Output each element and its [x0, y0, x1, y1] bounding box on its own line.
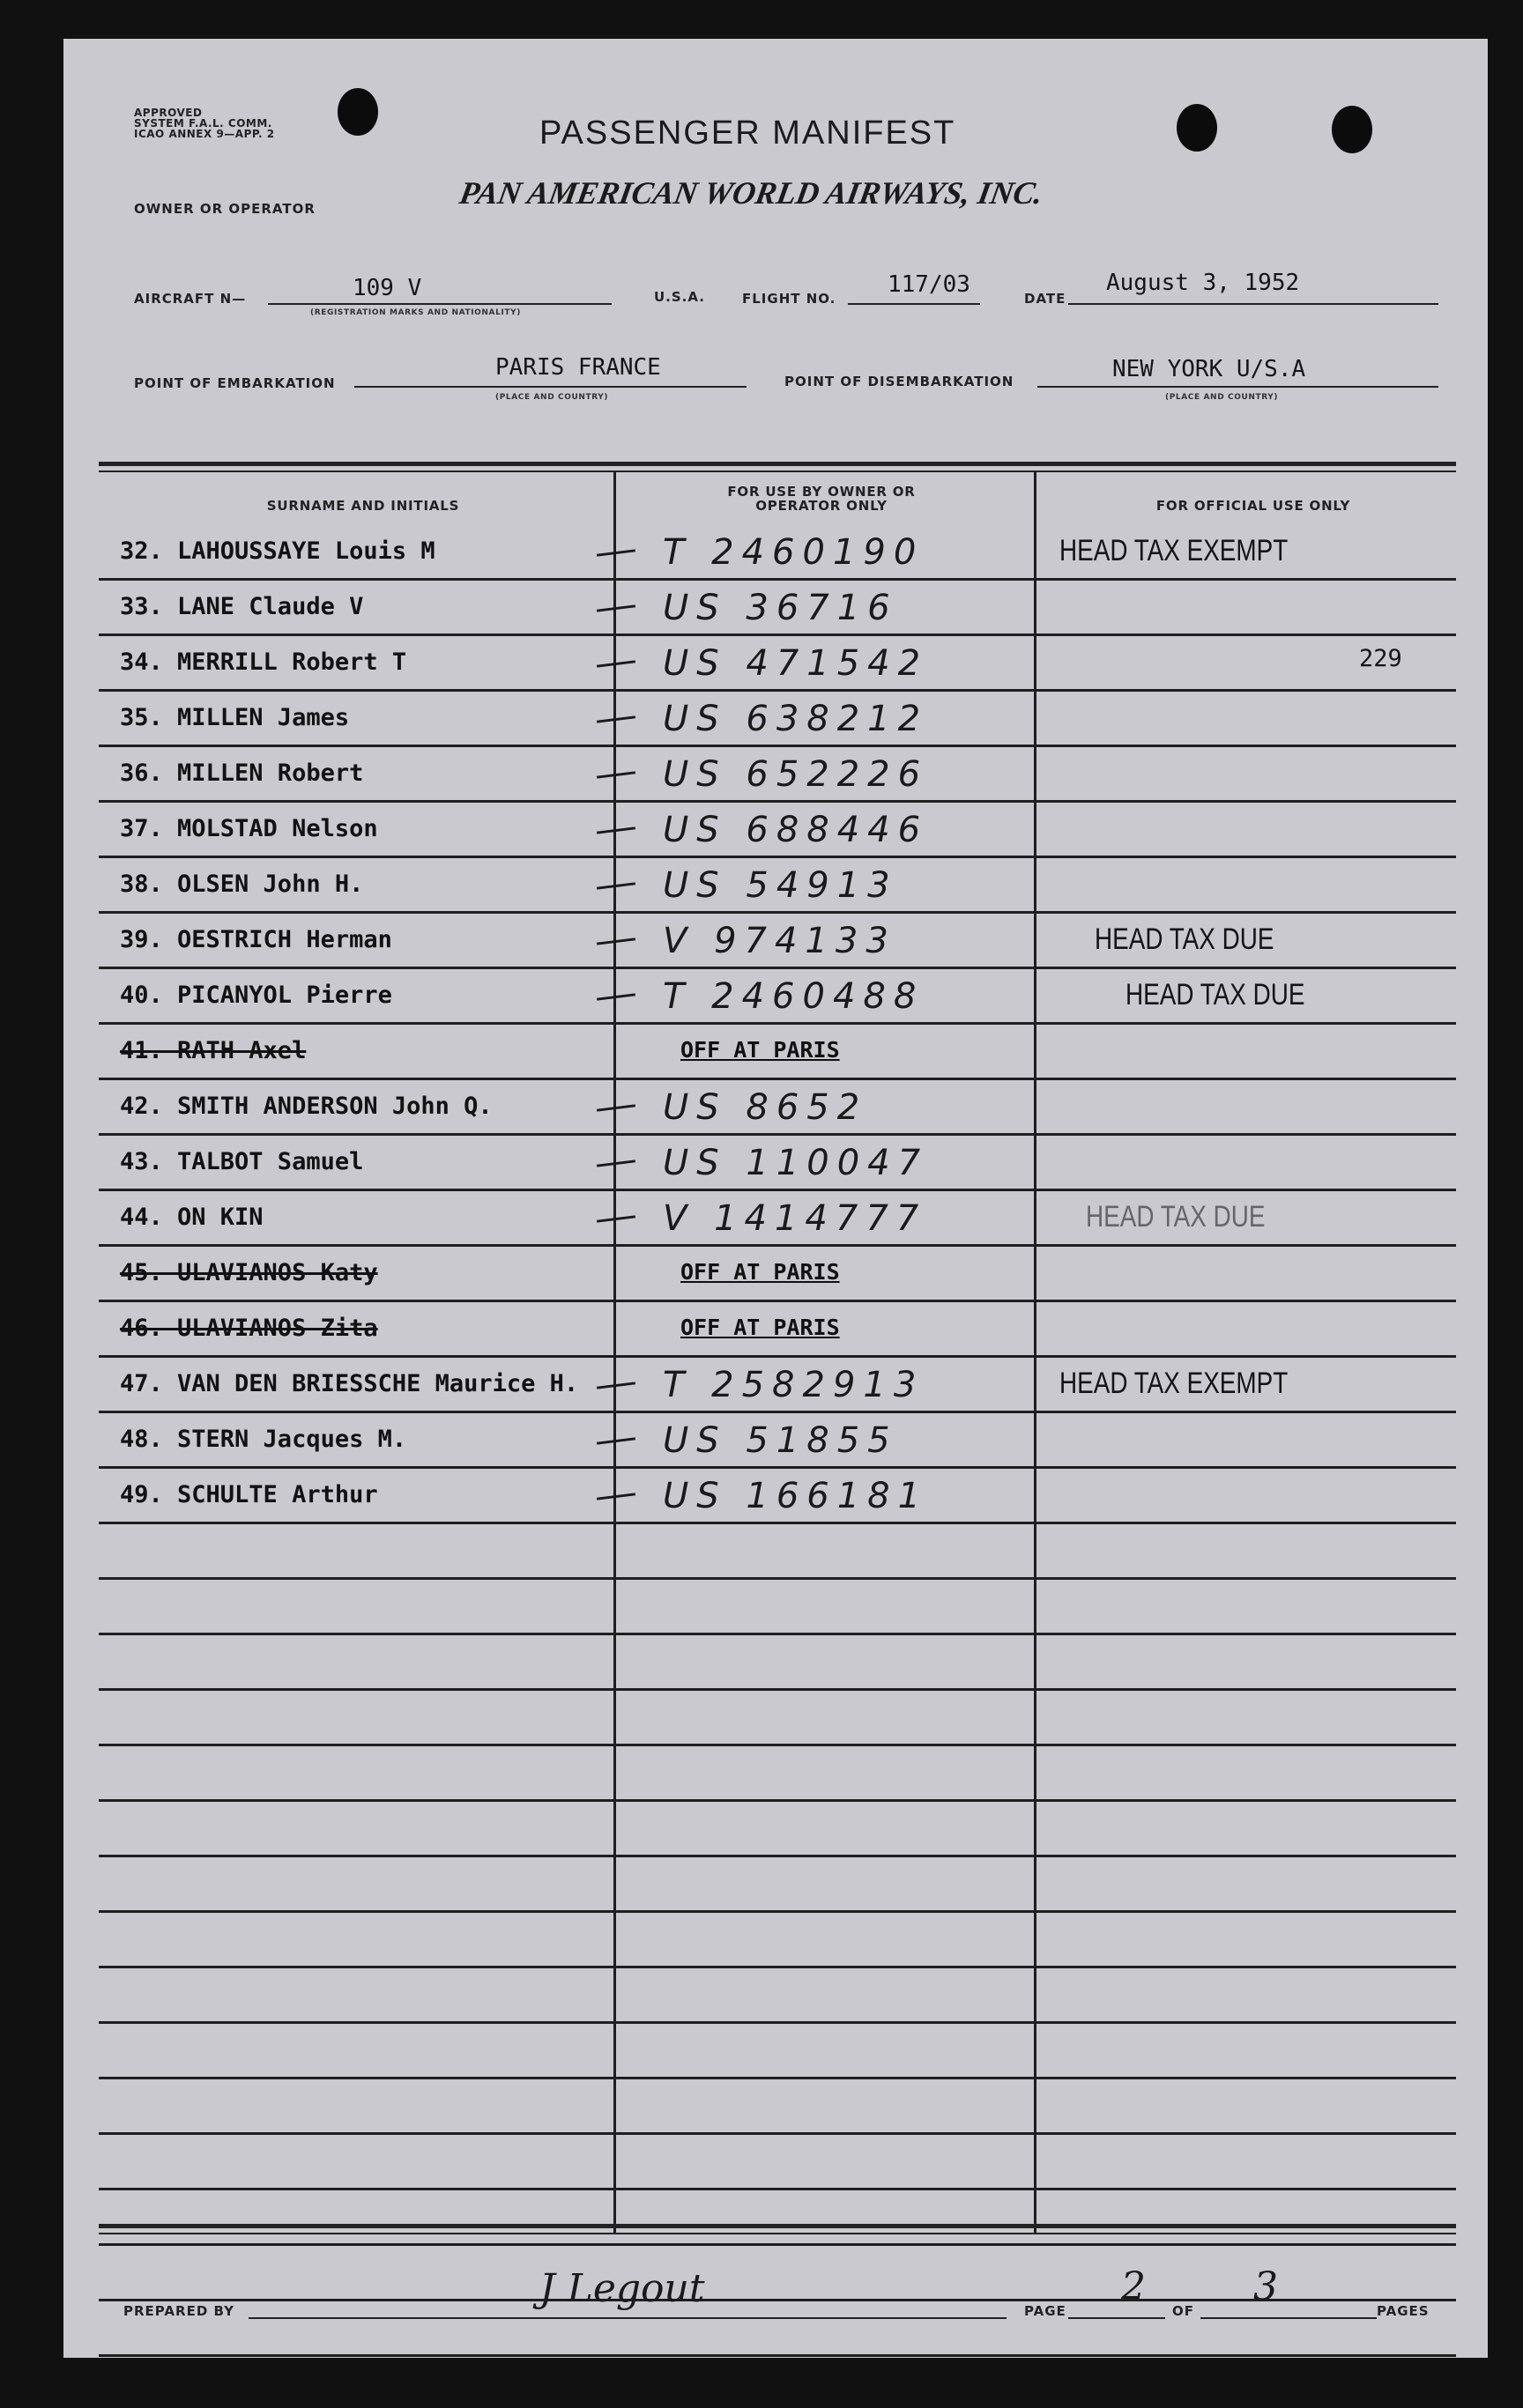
passenger-name: 38. OLSEN John H. — [120, 871, 364, 898]
passenger-row — [99, 969, 1456, 1025]
passenger-row — [99, 1247, 1456, 1302]
official-note: HEAD TAX DUE — [1095, 922, 1274, 956]
blank-row — [99, 1802, 1456, 1857]
passenger-row — [99, 858, 1456, 914]
table-top-rule-2 — [99, 470, 1456, 472]
passenger-name: 46. ULAVIANOS Zita — [120, 1315, 378, 1342]
passenger-name: 45. ULAVIANOS Katy — [120, 1259, 378, 1286]
blank-row — [99, 1746, 1456, 1802]
blank-row — [99, 2301, 1456, 2357]
document-number: US 8652 — [663, 1087, 868, 1128]
document-number: US 652226 — [663, 754, 929, 795]
passenger-name: 49. SCHULTE Arthur — [120, 1481, 378, 1508]
column-header-owner: FOR USE BY OWNER OR OPERATOR ONLY — [727, 484, 916, 514]
blank-row — [99, 1913, 1456, 1968]
passenger-row — [99, 636, 1456, 692]
registration-caption: (REGISTRATION MARKS AND NATIONALITY) — [310, 308, 521, 317]
column-header-official: FOR OFFICIAL USE ONLY — [1155, 498, 1351, 514]
embark-value: PARIS FRANCE — [495, 354, 661, 381]
usa-label: U.S.A. — [654, 289, 705, 305]
check-mark — [597, 660, 635, 667]
check-mark — [597, 715, 635, 722]
check-mark — [597, 1104, 635, 1111]
pages-underline — [1200, 2317, 1377, 2319]
passenger-name: 39. OESTRICH Herman — [120, 926, 392, 953]
punch-hole — [1177, 104, 1217, 152]
passenger-name: 33. LANE Claude V — [120, 593, 364, 620]
pages-label: PAGES — [1377, 2303, 1430, 2319]
check-mark — [597, 993, 635, 1000]
passenger-row — [99, 747, 1456, 803]
passenger-name: 36. MILLEN Robert — [120, 759, 364, 787]
owner-label: OWNER OR OPERATOR — [134, 201, 316, 217]
passenger-row — [99, 914, 1456, 969]
document-number: T 2460190 — [663, 532, 925, 573]
off-at-paris-stamp: OFF AT PARIS — [680, 1315, 840, 1340]
check-mark — [597, 826, 635, 834]
page-title: PASSENGER MANIFEST — [539, 115, 956, 152]
date-underline — [1068, 303, 1438, 305]
check-mark — [597, 1493, 635, 1500]
disembark-value: NEW YORK U/S.A — [1112, 356, 1306, 382]
official-note: HEAD TAX EXEMPT — [1059, 534, 1289, 567]
passenger-name: 40. PICANYOL Pierre — [120, 982, 392, 1009]
blank-row — [99, 1635, 1456, 1691]
approval-line: SYSTEM F.A.L. COMM. — [134, 117, 272, 130]
embark-place-caption: (PLACE AND COUNTRY) — [495, 393, 609, 402]
approval-note — [134, 107, 275, 139]
page-total: 3 — [1253, 2264, 1278, 2309]
aircraft-value: 109 V — [353, 275, 422, 301]
row-rule — [99, 2354, 1456, 2357]
off-at-paris-stamp: OFF AT PARIS — [680, 1259, 840, 1285]
document-number: US 471542 — [663, 643, 929, 684]
passenger-row — [99, 1191, 1456, 1247]
passenger-row — [99, 1302, 1456, 1358]
date-value: August 3, 1952 — [1106, 270, 1300, 296]
check-mark — [597, 1215, 635, 1222]
operator-name: PAN AMERICAN WORLD AIRWAYS, INC. — [457, 175, 1046, 211]
punch-hole — [1332, 106, 1372, 153]
table-top-rule — [99, 462, 1456, 466]
check-mark — [597, 549, 635, 556]
official-note: HEAD TAX DUE — [1086, 1200, 1266, 1234]
passenger-name: 32. LAHOUSSAYE Louis M — [120, 537, 435, 565]
embark-label: POINT OF EMBARKATION — [134, 375, 336, 391]
document-number: US 110047 — [663, 1143, 929, 1183]
manifest-sheet — [63, 39, 1488, 2358]
document-number: V 1414777 — [663, 1198, 927, 1239]
blank-row — [99, 2079, 1456, 2135]
flight-label: FLIGHT NO. — [742, 291, 836, 307]
prepared-underline — [249, 2317, 1007, 2319]
passenger-name: 34. MERRILL Robert T — [120, 648, 407, 676]
check-mark — [597, 1160, 635, 1167]
embark-underline — [354, 386, 747, 388]
disembark-label: POINT OF DISEMBARKATION — [784, 374, 1014, 389]
official-note: HEAD TAX EXEMPT — [1059, 1367, 1289, 1400]
passenger-name: 37. MOLSTAD Nelson — [120, 815, 378, 842]
blank-row — [99, 2135, 1456, 2190]
passenger-name: 35. MILLEN James — [120, 704, 350, 731]
blank-row — [99, 1968, 1456, 2024]
check-mark — [597, 604, 635, 611]
blank-row — [99, 1857, 1456, 1913]
document-number: T 2582913 — [663, 1365, 925, 1405]
passenger-row — [99, 803, 1456, 858]
official-note: 229 — [1359, 645, 1402, 672]
passenger-row — [99, 1080, 1456, 1136]
document-number: US 36716 — [663, 588, 898, 628]
document-number: V 974133 — [663, 921, 896, 961]
passenger-row — [99, 1413, 1456, 1469]
check-mark — [597, 882, 635, 889]
passenger-row — [99, 1136, 1456, 1191]
passenger-row — [99, 525, 1456, 581]
flight-value: 117/03 — [888, 271, 970, 298]
passenger-name: 48. STERN Jacques M. — [120, 1426, 407, 1453]
document-number: US 54913 — [663, 865, 898, 906]
passenger-row — [99, 1025, 1456, 1080]
approval-line: APPROVED — [134, 107, 203, 119]
passenger-row — [99, 692, 1456, 747]
page-underline — [1068, 2317, 1165, 2319]
blank-row — [99, 2190, 1456, 2246]
check-mark — [597, 937, 635, 945]
of-label: OF — [1172, 2303, 1194, 2319]
prepared-label: PREPARED BY — [123, 2303, 234, 2319]
blank-row — [99, 2024, 1456, 2079]
check-mark — [597, 1437, 635, 1444]
date-label: DATE — [1024, 291, 1066, 307]
passenger-name: 43. TALBOT Samuel — [120, 1148, 364, 1175]
preparer-signature: J Legout — [539, 2266, 705, 2311]
column-header-names: SURNAME AND INITIALS — [266, 498, 460, 514]
off-at-paris-stamp: OFF AT PARIS — [680, 1037, 840, 1063]
passenger-row — [99, 581, 1456, 636]
passenger-row — [99, 1469, 1456, 1524]
passenger-name: 44. ON KIN — [120, 1204, 264, 1231]
blank-row — [99, 1691, 1456, 1746]
blank-row — [99, 2246, 1456, 2301]
document-number: US 638212 — [663, 699, 929, 739]
document-number: US 688446 — [663, 810, 929, 850]
document-number: US 166181 — [663, 1476, 929, 1516]
punch-hole — [338, 88, 378, 136]
check-mark — [597, 771, 635, 778]
passenger-name: 42. SMITH ANDERSON John Q. — [120, 1093, 493, 1120]
blank-row — [99, 1524, 1456, 1580]
approval-line: ICAO ANNEX 9—APP. 2 — [134, 128, 275, 140]
document-number: T 2460488 — [663, 976, 925, 1017]
disembark-place-caption: (PLACE AND COUNTRY) — [1165, 393, 1279, 402]
flight-underline — [848, 303, 980, 305]
aircraft-label: AIRCRAFT N— — [134, 291, 247, 307]
blank-row — [99, 1580, 1456, 1635]
page-label: PAGE — [1024, 2303, 1066, 2319]
passenger-name: 41. RATH Axel — [120, 1037, 307, 1064]
document-number: US 51855 — [663, 1420, 898, 1461]
official-note: HEAD TAX DUE — [1126, 978, 1305, 1011]
passenger-row — [99, 1358, 1456, 1413]
disembark-underline — [1037, 386, 1438, 388]
passenger-name: 47. VAN DEN BRIESSCHE Maurice H. — [120, 1370, 579, 1397]
check-mark — [597, 1382, 635, 1389]
page-number: 2 — [1121, 2264, 1146, 2309]
aircraft-underline — [268, 303, 612, 305]
